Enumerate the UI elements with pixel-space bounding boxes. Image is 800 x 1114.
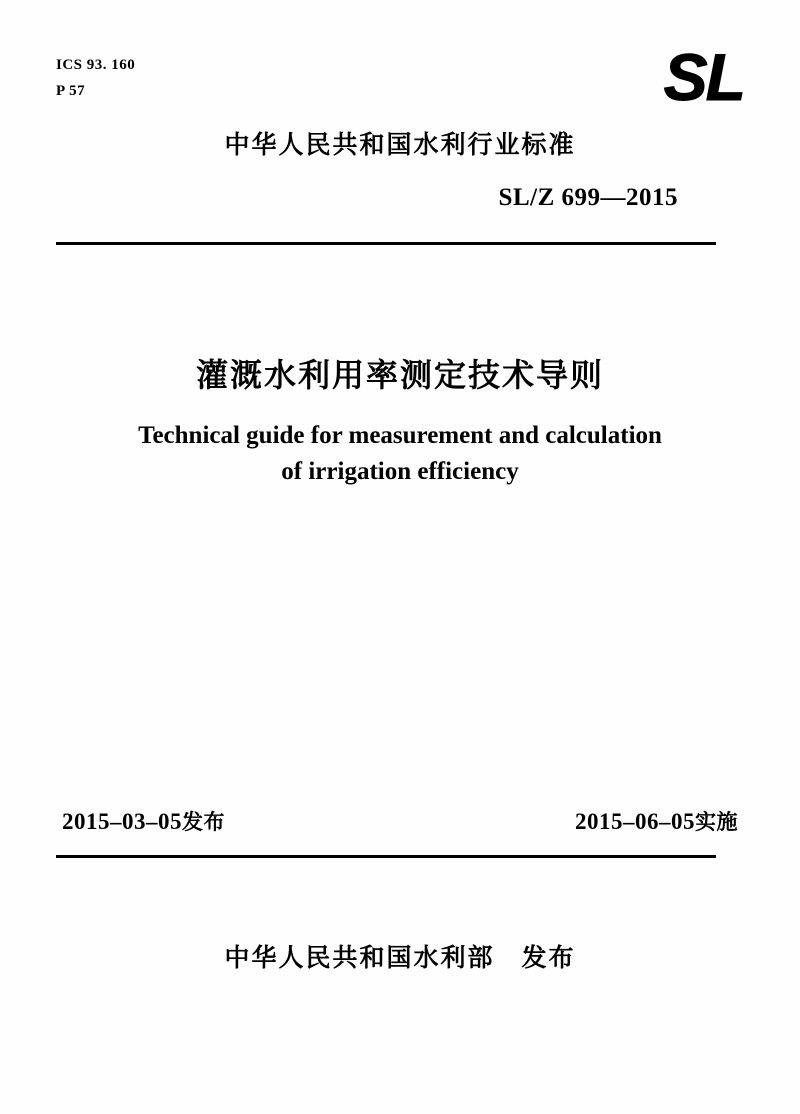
document-title-chinese: 灌溉水利用率测定技术导则: [195, 356, 604, 394]
issue-date-label: 发布: [182, 810, 225, 834]
issuing-organization-line: 中华人民共和国水利行业标准: [224, 130, 576, 159]
divider-top: [56, 242, 716, 245]
sl-logo: SL: [663, 40, 744, 114]
standard-number: SL/Z 699—2015: [498, 184, 678, 211]
ics-code: ICS 93. 160: [56, 57, 136, 73]
implementation-date-block: [575, 806, 738, 836]
issue-date-block: [62, 806, 225, 836]
implementation-date-label: 实施: [695, 810, 738, 834]
title-english-line-1: Technical guide for measurement and calculation: [138, 422, 662, 449]
issue-date: 2015–03–05: [62, 809, 182, 834]
implementation-date: 2015–06–05: [575, 809, 695, 834]
classification-code: P 57: [56, 83, 86, 99]
document-title-english: [100, 418, 700, 490]
divider-bottom: [56, 855, 716, 858]
title-english-line-2: of irrigation efficiency: [281, 458, 519, 485]
publisher-line: 中华人民共和国水利部 发布: [224, 943, 576, 972]
classification-codes: [56, 52, 135, 104]
